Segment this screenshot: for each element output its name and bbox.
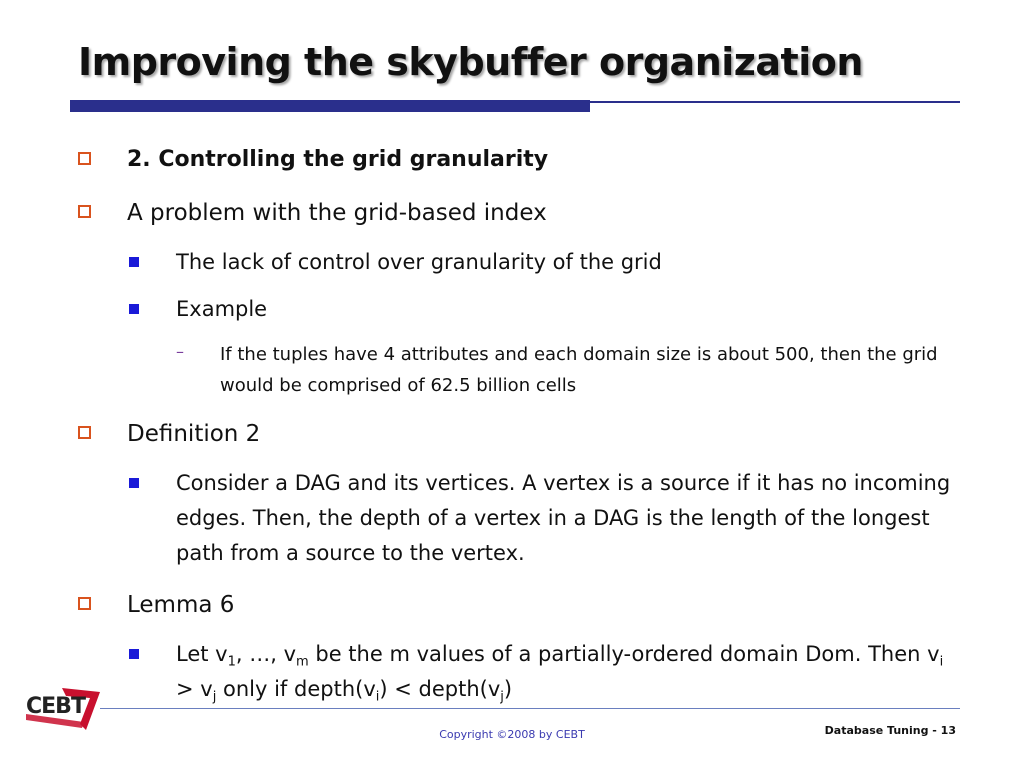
filled-square-bullet-icon [129, 304, 139, 314]
filled-square-bullet-icon [129, 478, 139, 488]
filled-square-bullet-icon [129, 649, 139, 659]
hollow-square-bullet-icon [78, 205, 91, 218]
copyright-notice: Copyright ©2008 by CEBT [439, 728, 585, 741]
bullet-dag-definition: Consider a DAG and its vertices. A vertex is a source if it has no incoming edges. Then, the depth of a vertex in a DAG is the length of the longest path from a source to the vertex. [176, 471, 951, 565]
bullet-example: Example [176, 297, 268, 321]
bullet-definition-2: Definition 2 [127, 421, 261, 447]
bullet-grid-example-text: If the tuples have 4 attributes and each domain size is about 500, then the grid would be comprised of 62.5 billion cells [220, 344, 938, 396]
slide-title: Improving the skybuffer organization [78, 40, 863, 84]
filled-square-bullet-icon [129, 257, 139, 267]
bullet-lemma-6: Lemma 6 [127, 592, 235, 618]
hollow-square-bullet-icon [78, 597, 91, 610]
bullet-lack-of-control: The lack of control over granularity of the grid [176, 250, 662, 274]
bullet-controlling-grid: 2. Controlling the grid granularity [127, 147, 549, 172]
title-underline-thin [590, 101, 960, 103]
bullet-grid-problem: A problem with the grid-based index [127, 200, 547, 226]
logo-text: CEBT [26, 694, 85, 719]
footer-divider [100, 708, 960, 709]
dash-bullet-icon: – [176, 342, 184, 361]
hollow-square-bullet-icon [78, 426, 91, 439]
page-number: Database Tuning - 13 [824, 724, 956, 737]
title-underline-thick [70, 100, 590, 112]
hollow-square-bullet-icon [78, 152, 91, 165]
bullet-lemma-statement: Let $v_1$, …, $v_m$ be the m values of a partially-ordered domain Dom. Then $v_i > v_j$ only if $depth(v_i)$ < $depth(v_j)$ [176, 642, 944, 705]
